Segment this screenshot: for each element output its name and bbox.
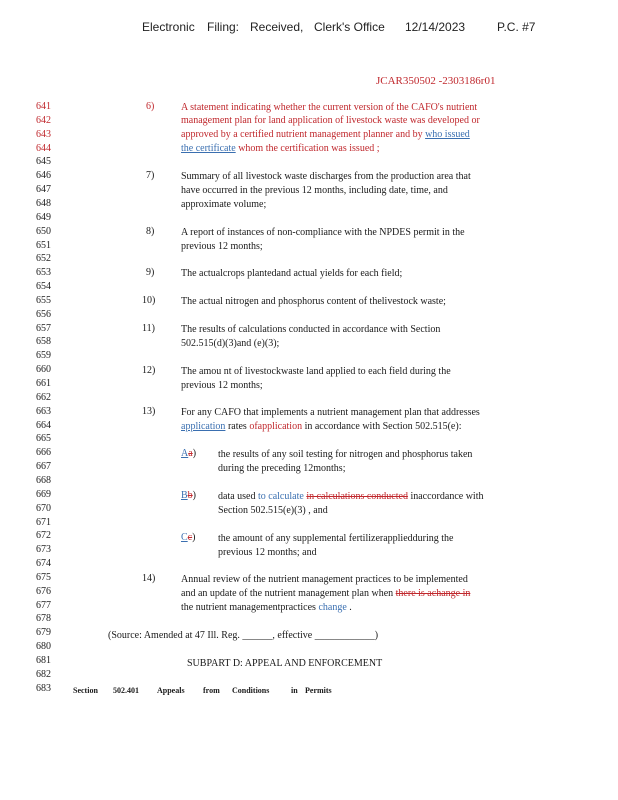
item-13a-label-old: a — [188, 448, 193, 459]
line-number: 682 — [36, 668, 51, 680]
item-12-line2: previous 12 months; — [181, 380, 263, 391]
item-13a-label-new: A — [181, 448, 189, 459]
line-number: 680 — [36, 641, 51, 653]
item-6-line4-text: whom the certification was issued ; — [235, 143, 380, 154]
line-number: 669 — [36, 488, 51, 500]
line-number: 654 — [36, 281, 51, 292]
line-number: 662 — [36, 391, 51, 403]
item-10-line1: The actual nitrogen and phosphorus content of thelivestock waste; — [181, 296, 446, 307]
item-13b-line2: Section 502.515(e)(3) , and — [218, 505, 328, 516]
line-number: 678 — [36, 613, 51, 625]
line-number: 644 — [36, 142, 51, 154]
section-word-in: in — [291, 686, 298, 695]
item-14-line1: Annual review of the nutrient management practices to be implemented — [181, 574, 468, 585]
item-8-line2: previous 12 months; — [181, 241, 263, 252]
item-13c-label-old: c — [187, 532, 193, 543]
line-number: 679 — [36, 627, 51, 639]
line-number: 655 — [36, 294, 51, 306]
header-received: Received, — [250, 20, 304, 34]
line-number: 681 — [36, 655, 51, 666]
line-number: 660 — [36, 364, 51, 376]
item-6-line2: management plan for land application of livestock waste was developed or — [181, 115, 480, 126]
item-13b-label-new: B — [181, 490, 188, 501]
document-id: JCAR350502 -2303186r01 — [376, 75, 496, 87]
line-number: 646 — [36, 170, 51, 182]
line-number: 659 — [36, 350, 51, 362]
item-8-line1: A report of instances of non-compliance with the NPDES permit in the — [181, 227, 465, 238]
line-number: 674 — [36, 558, 51, 569]
item-13a-paren: ) — [192, 448, 197, 459]
item-7-line2: have occurred in the previous 12 months, including date, time, and — [181, 185, 448, 196]
line-number: 672 — [36, 530, 51, 542]
item-13b-label-old: b — [187, 490, 193, 501]
item-13-line1: For any CAFO that implements a nutrient management plan that addresses — [181, 407, 480, 418]
section-word-conditions: Conditions — [232, 686, 270, 695]
line-number: 651 — [36, 239, 51, 251]
item-6-line3-text: approved by a certified nutrient management planner and by — [181, 129, 423, 140]
item-13b-line1 — [218, 490, 483, 503]
line-number: 658 — [36, 336, 51, 348]
item-13c-paren: ) — [192, 532, 196, 543]
line-number: 652 — [36, 253, 51, 265]
line-number: 661 — [36, 378, 51, 389]
line-number: 649 — [36, 211, 51, 223]
line-number: 670 — [36, 502, 51, 514]
item-13b-deleted-calculations: in calculations conducted — [306, 491, 408, 502]
item-11-number: 11) — [142, 323, 155, 334]
source-note: (Source: Amended at 47 Ill. Reg. ______, effective ____________) — [108, 630, 379, 641]
item-13a-line1: the results of any soil testing for nitrogen and phosphorus taken — [218, 449, 473, 460]
line-number: 648 — [36, 197, 51, 209]
subpart-heading: SUBPART D: APPEAL AND ENFORCEMENT — [187, 658, 383, 669]
header-date: 12/14/2023 — [405, 20, 466, 34]
item-14-line2 — [181, 587, 470, 600]
item-13c-label — [181, 532, 195, 543]
item-12-line1: The amou nt of livestockwaste land applied to each field during the — [181, 366, 451, 377]
line-number: 673 — [36, 544, 51, 556]
header-filing: Filing: — [207, 20, 240, 34]
item-13c-line1: the amount of any supplemental fertilizerappliedduring the — [218, 533, 454, 544]
item-11-line1: The results of calculations conducted in accordance with Section — [181, 324, 441, 335]
item-14-number: 14) — [142, 573, 156, 584]
item-13b-line1-rest: inaccordance with — [407, 491, 484, 502]
line-number: 645 — [36, 156, 51, 168]
item-13-ofapplication: ofapplication — [249, 421, 303, 432]
line-number: 667 — [36, 461, 51, 473]
item-14-deleted-change: there is achange in — [395, 588, 471, 599]
item-14-line3 — [181, 601, 352, 614]
line-number: 642 — [36, 114, 51, 126]
item-14-period: . — [346, 602, 352, 613]
item-14-line2-text: and an update of the nutrient management plan when — [181, 588, 396, 599]
line-number: 668 — [36, 474, 51, 486]
line-number: 647 — [36, 184, 51, 196]
item-7-line1: Summary of all livestock waste discharges from the production area that — [181, 171, 471, 182]
header-pc: P.C. #7 — [497, 20, 536, 34]
item-6-line3 — [181, 128, 470, 141]
item-13a-label — [181, 448, 196, 459]
item-6-inserted-who-issued: who issued — [425, 129, 470, 140]
item-9-number: 9) — [146, 267, 155, 278]
line-number: 643 — [36, 128, 51, 140]
item-13-line2 — [181, 420, 461, 433]
section-number: 502.401 — [113, 686, 139, 695]
item-6-inserted-certificate: the certificate — [181, 143, 236, 154]
line-number: 676 — [36, 585, 51, 597]
item-13a-line2: during the preceding 12months; — [218, 463, 346, 474]
item-7-line3: approximate volume; — [181, 199, 267, 210]
item-13b-data-used: data used — [218, 491, 258, 502]
line-number: 677 — [36, 599, 51, 611]
item-13c-line2: previous 12 months; and — [218, 547, 317, 558]
item-12-number: 12) — [142, 365, 156, 376]
item-13b-label — [181, 490, 196, 501]
line-number: 665 — [36, 433, 51, 445]
line-number: 663 — [36, 405, 51, 417]
header-electronic: Electronic — [142, 20, 195, 34]
section-word-from: from — [203, 686, 220, 695]
line-number: 683 — [36, 682, 51, 694]
item-7-number: 7) — [146, 170, 155, 181]
line-number: 671 — [36, 516, 51, 528]
item-6-line4 — [181, 142, 380, 155]
header-clerks-office: Clerk's Office — [314, 20, 385, 34]
item-13c-label-new: C — [181, 532, 188, 543]
line-number: 641 — [36, 101, 51, 112]
section-word-appeals: Appeals — [157, 686, 185, 695]
item-11-line2: 502.515(d)(3)and (e)(3); — [181, 338, 280, 349]
item-13b-inserted-to-calculate: to calculate — [258, 491, 304, 502]
item-13b-paren: ) — [192, 490, 197, 501]
line-number: 653 — [36, 267, 51, 279]
line-number: 664 — [36, 419, 51, 431]
item-9-line1: The actualcrops plantedand actual yields for each field; — [181, 268, 403, 279]
item-8-number: 8) — [146, 226, 155, 237]
item-13-line2-rest: in accordance with Section 502.515(e): — [302, 421, 462, 432]
line-number: 675 — [36, 571, 51, 583]
section-word-permits: Permits — [305, 686, 332, 695]
item-6-number: 6) — [146, 101, 155, 112]
line-number: 650 — [36, 225, 51, 237]
item-10-number: 10) — [142, 295, 156, 306]
item-13-rates: rates — [225, 421, 250, 432]
line-number: 656 — [36, 308, 51, 320]
line-number: 666 — [36, 447, 51, 459]
item-14-line3-text: the nutrient managementpractices — [181, 602, 319, 613]
item-14-inserted-change: change — [318, 602, 347, 613]
line-number: 657 — [36, 322, 51, 334]
item-6-line1: A statement indicating whether the current version of the CAFO's nutrient — [181, 102, 478, 113]
item-13-inserted-application: application — [181, 421, 226, 432]
item-13-number: 13) — [142, 406, 156, 417]
section-label: Section — [73, 686, 98, 695]
